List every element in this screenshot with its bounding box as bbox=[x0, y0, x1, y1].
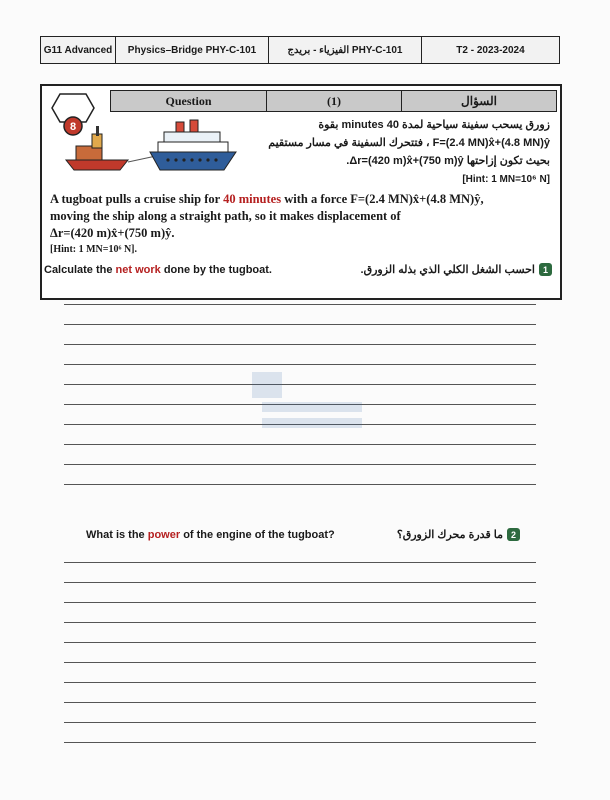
answer-line[interactable] bbox=[64, 722, 536, 723]
answer-line[interactable] bbox=[64, 622, 536, 623]
answer-line[interactable] bbox=[64, 582, 536, 583]
term-cell: T2 - 2023-2024 bbox=[456, 44, 525, 56]
english-statement-line2: moving the ship along a straight path, so it makes displacement of bbox=[50, 209, 401, 223]
answer-line[interactable] bbox=[64, 662, 536, 663]
part2-number: 2 bbox=[507, 528, 520, 541]
part2-question-en bbox=[86, 529, 335, 541]
answer-line[interactable] bbox=[64, 702, 536, 703]
badge-number: 8 bbox=[69, 121, 77, 133]
english-line1-time: 40 minutes bbox=[223, 192, 282, 206]
question-label-ar: السؤال bbox=[461, 93, 497, 108]
arabic-statement-line1: زورق يسحب سفينة سياحية لمدة 40 minutes بقوة bbox=[318, 119, 550, 131]
part2-ar-text: ما قدرة محرك الزورق؟ bbox=[396, 529, 503, 541]
part1-en-end: done by the tugboat. bbox=[160, 264, 272, 276]
part1-question-ar bbox=[361, 263, 552, 276]
answer-line[interactable] bbox=[64, 742, 536, 743]
part1-number: 1 bbox=[539, 263, 552, 276]
answer-line[interactable] bbox=[64, 444, 536, 445]
english-line1-start: A tugboat pulls a cruise ship for bbox=[50, 192, 224, 206]
cruise-ship-icon bbox=[150, 120, 236, 170]
part2-en-start: What is the bbox=[86, 529, 148, 541]
part1-question-en bbox=[44, 264, 272, 276]
english-line1-end: with a force F=(2.4 MN)x̂+(4.8 MN)ŷ, bbox=[281, 192, 484, 206]
answer-line[interactable] bbox=[64, 324, 536, 325]
answer-line[interactable] bbox=[64, 642, 536, 643]
answer-line[interactable] bbox=[64, 484, 536, 485]
answer-line[interactable] bbox=[64, 562, 536, 563]
arabic-hint: [Hint: 1 MN=10⁶ N] bbox=[462, 174, 550, 185]
course-ar-cell: الفيزياء - بريدج PHY-C-101 bbox=[269, 37, 422, 63]
answer-line[interactable] bbox=[64, 344, 536, 345]
part2-en-end: of the engine of the tugboat? bbox=[180, 529, 335, 541]
grade-cell: G11 Advanced bbox=[41, 37, 116, 63]
question-bar bbox=[110, 90, 557, 112]
answer-line[interactable] bbox=[64, 682, 536, 683]
watermark-logo-icon bbox=[242, 372, 372, 432]
part2-en-key: power bbox=[147, 529, 181, 541]
arabic-statement-line2: F=(2.4 MN)x̂+(4.8 MN)ŷ ، فتتحرك السفينة في مسار مستقيم bbox=[268, 137, 550, 149]
course-en-cell: Physics–Bridge PHY-C-101 bbox=[116, 37, 269, 63]
answer-line[interactable] bbox=[64, 364, 536, 365]
question-label-en: Question bbox=[111, 91, 267, 111]
answer-line[interactable] bbox=[64, 464, 536, 465]
tugboat-cruise-ship-illustration bbox=[64, 116, 239, 176]
part1-en-start: Calculate the bbox=[44, 264, 116, 276]
question-card bbox=[40, 84, 562, 300]
answer-line[interactable] bbox=[64, 304, 536, 305]
part1-ar-text: احسب الشغل الكلي الذي بذله الزورق. bbox=[360, 264, 535, 276]
english-hint: [Hint: 1 MN=10⁶ N]. bbox=[50, 244, 138, 255]
question-number: (1) bbox=[267, 91, 402, 111]
page-header bbox=[40, 36, 560, 64]
answer-line[interactable] bbox=[64, 602, 536, 603]
english-statement-line3: Δr=(420 m)x̂+(750 m)ŷ. bbox=[50, 226, 175, 240]
english-statement-line1 bbox=[50, 192, 484, 207]
part2-question-ar bbox=[397, 528, 520, 541]
arabic-statement-line3: بحيث تكون إزاحتها Δr=(420 m)x̂+(750 m)ŷ. bbox=[346, 155, 550, 167]
part1-en-key: net work bbox=[115, 264, 161, 276]
tugboat-icon bbox=[66, 126, 156, 170]
